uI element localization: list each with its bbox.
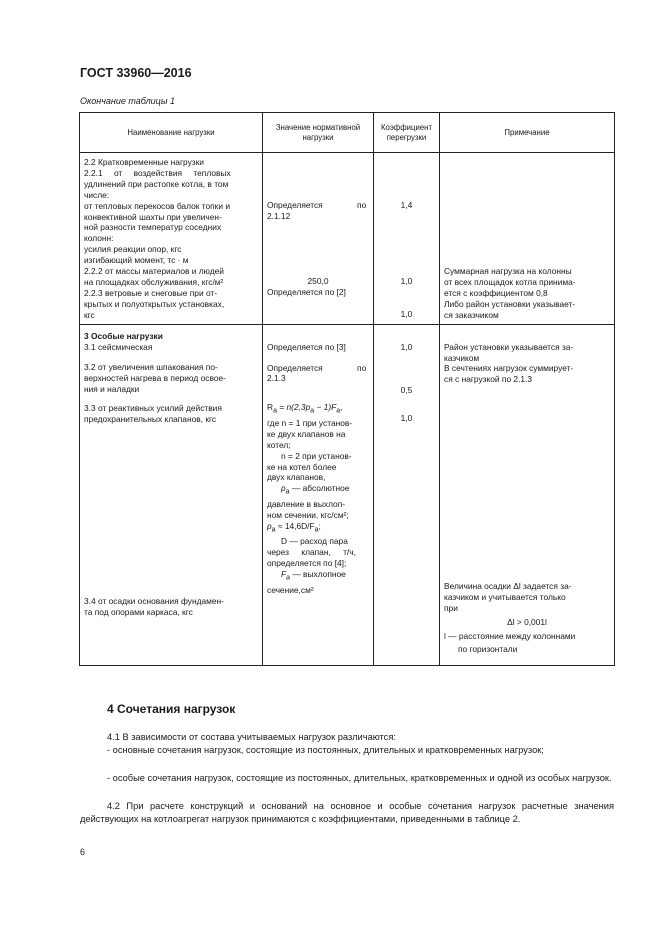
table-line: конвективной шахты при увеличен- (84, 211, 222, 222)
paragraph-4-1: 4.1 В зависимости от состава учитываемых нагрузок различаются: (107, 732, 396, 742)
table-line: 250,0 (307, 275, 329, 286)
table-line: 1,0 (400, 341, 413, 352)
table-line: n = 2 при установ- (281, 450, 352, 461)
special-factors-cell (374, 324, 440, 665)
table-line: D — расход пара (281, 536, 348, 547)
table-line: колонн: (84, 233, 114, 244)
table-line: удлинений при растопке котла, в том (84, 178, 229, 189)
table-line: 2.2.2 от массы материалов и людей (84, 266, 224, 277)
page-number: 6 (80, 847, 86, 857)
table-line: Определяется по (267, 200, 367, 210)
table-line: ния и наладки (84, 384, 140, 395)
table-line: котел; (267, 439, 291, 450)
table-line: Суммарная нагрузка на колонны (444, 266, 572, 276)
table-line: через клапан, т/ч, (267, 547, 356, 558)
table-line: казчиком (444, 352, 480, 363)
table-line: давление в выхлоп- (267, 498, 346, 509)
table-line: ется с коэффициентом 0,8 (444, 287, 548, 298)
loads-table (79, 112, 615, 666)
table-line: Определяется по [3] (267, 341, 346, 352)
table-line: 1,0 (400, 275, 413, 286)
paragraph-4-2: 4.2 При расчете конструкций и оснований на основное и особые сочетания нагрузок расчетные значения действующих на котлоагрегат нагрузок принимаются с коэффициентами, приведенными в таблице 2. (80, 801, 614, 824)
table-line: двух клапанов, (267, 472, 326, 483)
table-line: казчиком и учитывается только (444, 592, 566, 603)
table-line: Определяется по (267, 362, 367, 373)
table-caption: Окончание таблицы 1 (80, 96, 175, 106)
table-line: по горизонтали (458, 643, 518, 654)
header-note: Примечание (440, 113, 615, 153)
table-line: предохранительных клапанов, кгс (84, 414, 217, 425)
table-line: 2.2.3 ветровые и снеговые при от- (84, 287, 218, 298)
table-line: ке на котел более (267, 461, 337, 472)
table-line: та под опорами каркаса, кгс (84, 606, 193, 617)
table-line: ной разности температур соседних (84, 222, 222, 233)
table-line: ся с нагрузкой по 2.1.3 (444, 374, 533, 385)
table-row-special (80, 324, 615, 665)
paragraph-special-combinations: - особые сочетания нагрузок, состоящие из постоянных, длительных, кратковременных и одной из особых нагрузок. (107, 773, 612, 783)
table-line: 0,5 (400, 384, 413, 395)
header-overload-factor: Коэффициент перегрузки (374, 113, 440, 153)
paragraph-basic-combinations: - основные сочетания нагрузок, состоящие из постоянных, длительных и кратковременных нагрузок; (107, 745, 544, 755)
table-line: 2.1.3 (267, 373, 286, 384)
table-header-row (80, 113, 615, 153)
table-line: Величина осадки Δl задается за- (444, 581, 572, 592)
table-line: определяется по [4]; (267, 558, 347, 569)
table-line: изгибающий момент, тс · м (84, 255, 189, 266)
table-line: Район установки указывается за- (444, 341, 574, 352)
table-line: числе: (84, 189, 110, 200)
special-values-cell (263, 324, 374, 665)
table-line: В сечтениях нагрузок суммирует- (444, 363, 574, 374)
table-line: ном сечении, кгс/см²; (267, 509, 349, 520)
document-header-title: ГОСТ 33960—2016 (80, 66, 192, 80)
formula-line: $R_a = n(2,3p_a - 1)F_a$, (267, 402, 343, 415)
table-line: Либо район установки указывает- (444, 298, 576, 309)
table-line: 2.2 Кратковременные нагрузки (84, 157, 204, 167)
table-line: 3 Особые нагрузки (84, 330, 163, 341)
table-line: Определяется по [2] (267, 286, 346, 297)
short-term-notes-cell (440, 153, 615, 325)
table-line: от всех площадок котла принима- (444, 276, 576, 287)
header-load-name: Наименование нагрузки (80, 113, 263, 153)
short-term-factors-cell (374, 153, 440, 325)
table-line: верхностей нагрева в период освое- (84, 373, 226, 384)
short-term-values-cell (263, 153, 374, 325)
special-notes-cell (440, 324, 615, 665)
formula-line: $p_a$ — абсолютное (281, 483, 350, 496)
table-line: 1,4 (400, 200, 413, 210)
table-line: ке двух клапанов на (267, 428, 346, 439)
section-heading: 4 Сочетания нагрузок (107, 702, 236, 716)
table-line: 3.1 сейсмическая (84, 341, 153, 352)
formula-line: $F_a$ — выхлопное (281, 569, 346, 582)
table-line: кгс (84, 309, 95, 320)
header-normative-value: Значение нормативной нагрузки (263, 113, 374, 153)
table-line: крытых и полуоткрытых установках, (84, 298, 225, 309)
table-line: на площадках обслуживания, кгс/м² (84, 276, 224, 287)
table-line: 2.1.12 (267, 210, 291, 221)
short-term-names-cell (80, 153, 263, 325)
table-line: ся заказчиком (444, 309, 499, 320)
table-line: 3.2 от увеличения шпакования по- (84, 362, 218, 373)
table-line: 1,0 (400, 413, 413, 424)
table-line: сечение,см² (267, 584, 314, 595)
table-row-short-term (80, 153, 615, 325)
table-line: Δl > 0,001l (507, 616, 547, 627)
table-line: при (444, 603, 458, 614)
table-line: от тепловых перекосов балок топки и (84, 200, 231, 211)
special-names-cell (80, 324, 263, 665)
formula-line: $p_a \approx 14,6D/F_a$; (267, 520, 321, 534)
table-line: усилия реакции опор, кгс (84, 244, 182, 255)
table-line: 2.2.1 от воздействия тепловых (84, 167, 231, 178)
table-line: 1,0 (400, 308, 413, 319)
table-line: l — расстояние между колоннами (444, 630, 576, 641)
table-line: 3.3 от реактивных усилий действия (84, 403, 222, 414)
table-line: 3.4 от осадки основания фундамен- (84, 595, 224, 606)
table-line: где n = 1 при установ- (267, 417, 353, 428)
